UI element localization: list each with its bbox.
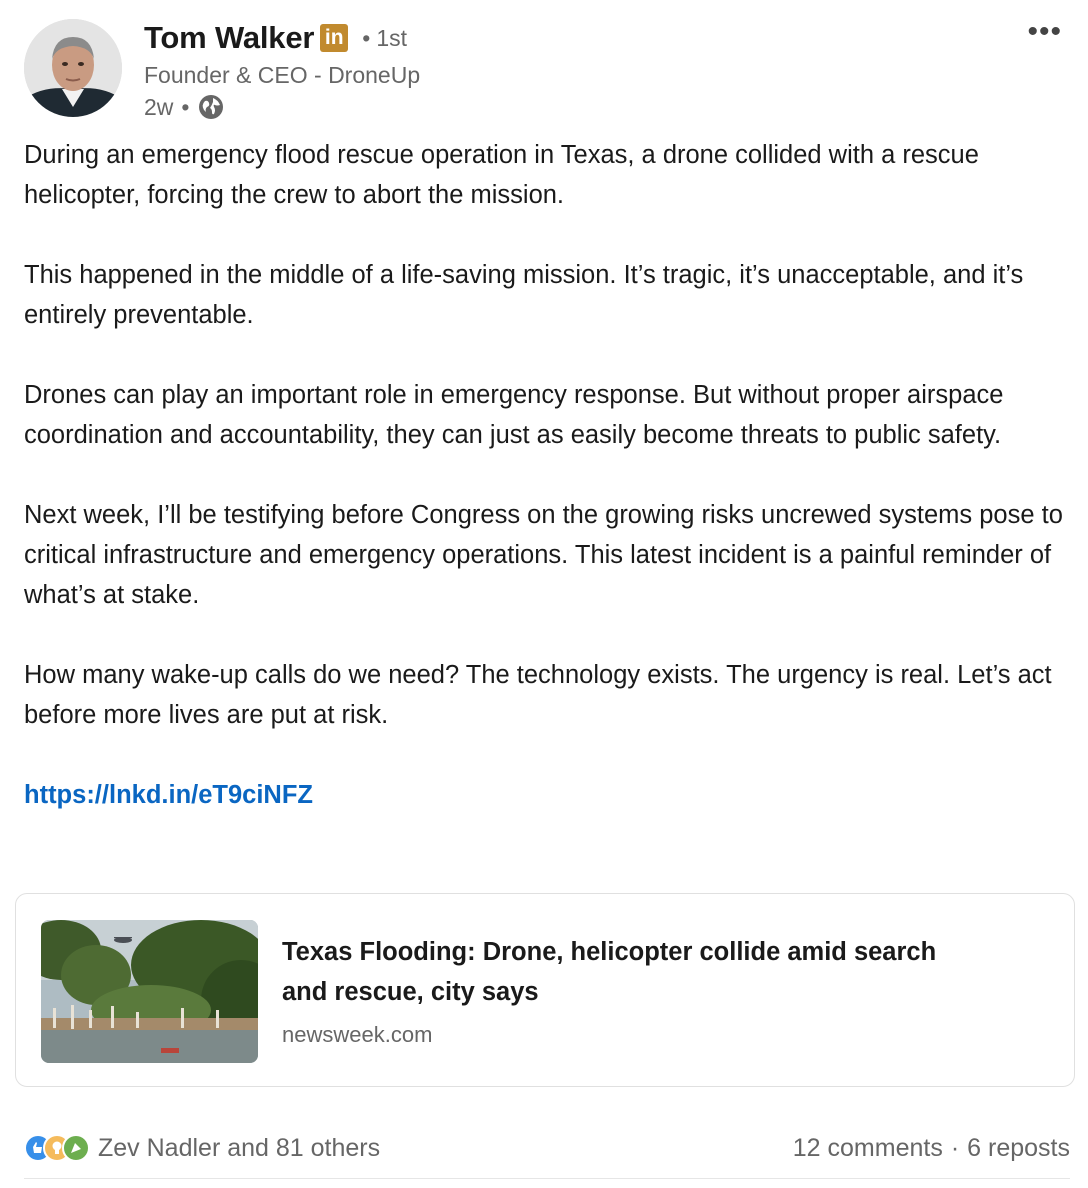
author-avatar[interactable] [24,19,122,117]
globe-icon [197,93,225,121]
count-separator: · [950,1133,960,1162]
footer-divider [24,1178,1070,1179]
reactions-text: Zev Nadler and 81 others [98,1133,381,1162]
reaction-icons [24,1134,90,1162]
author-name-row [144,16,420,60]
post-link-paragraph [24,775,1074,815]
article-preview-card[interactable] [15,893,1075,1087]
connection-degree: • 1st [362,24,408,51]
meta-separator: • [181,93,190,120]
more-options-icon[interactable]: ••• [1027,15,1062,48]
article-thumbnail [41,920,258,1063]
engagement-counts [793,1134,1070,1163]
post-body [24,135,1074,855]
author-info [144,16,420,124]
linkedin-premium-badge-icon: in [320,24,348,52]
post-paragraph: Next week, I’ll be testifying before Congress on the growing risks uncrewed systems pose to critical infrastructure and emergency operations. This latest incident is a painful reminder of what’s at stake. [24,501,1063,609]
post-paragraph: Drones can play an important role in emergency response. But without proper airspace coordination and accountability, they can just as easily become threats to public safety. [24,381,1004,449]
social-counts-bar [24,1128,1070,1168]
article-source: newsweek.com [282,1022,433,1047]
connection-degree-label: 1st [376,24,408,51]
post-paragraph: How many wake-up calls do we need? The technology exists. The urgency is real. Let’s act before more lives are put at risk. [24,661,1052,729]
reposts-count-link[interactable]: 6 reposts [967,1133,1070,1162]
comments-count-link[interactable]: 12 comments [792,1133,943,1162]
celebrate-icon [62,1134,90,1162]
post-paragraph: This happened in the middle of a life-saving mission. It’s tragic, it’s unacceptable, and it’s entirely preventable. [24,261,1024,329]
author-name[interactable]: Tom Walker [144,20,315,55]
article-title[interactable]: Texas Flooding: Drone, helicopter collide amid search and rescue, city says [282,938,937,1006]
post-paragraph: During an emergency flood rescue operation in Texas, a drone collided with a rescue helicopter, forcing the crew to abort the mission. [24,141,979,209]
post-meta [144,90,420,124]
reactions-summary[interactable] [24,1134,380,1163]
post-link[interactable]: https://lnkd.in/eT9ciNFZ [24,781,314,809]
post-time: 2w [144,93,174,120]
author-headline: Founder & CEO - DroneUp [144,62,421,88]
